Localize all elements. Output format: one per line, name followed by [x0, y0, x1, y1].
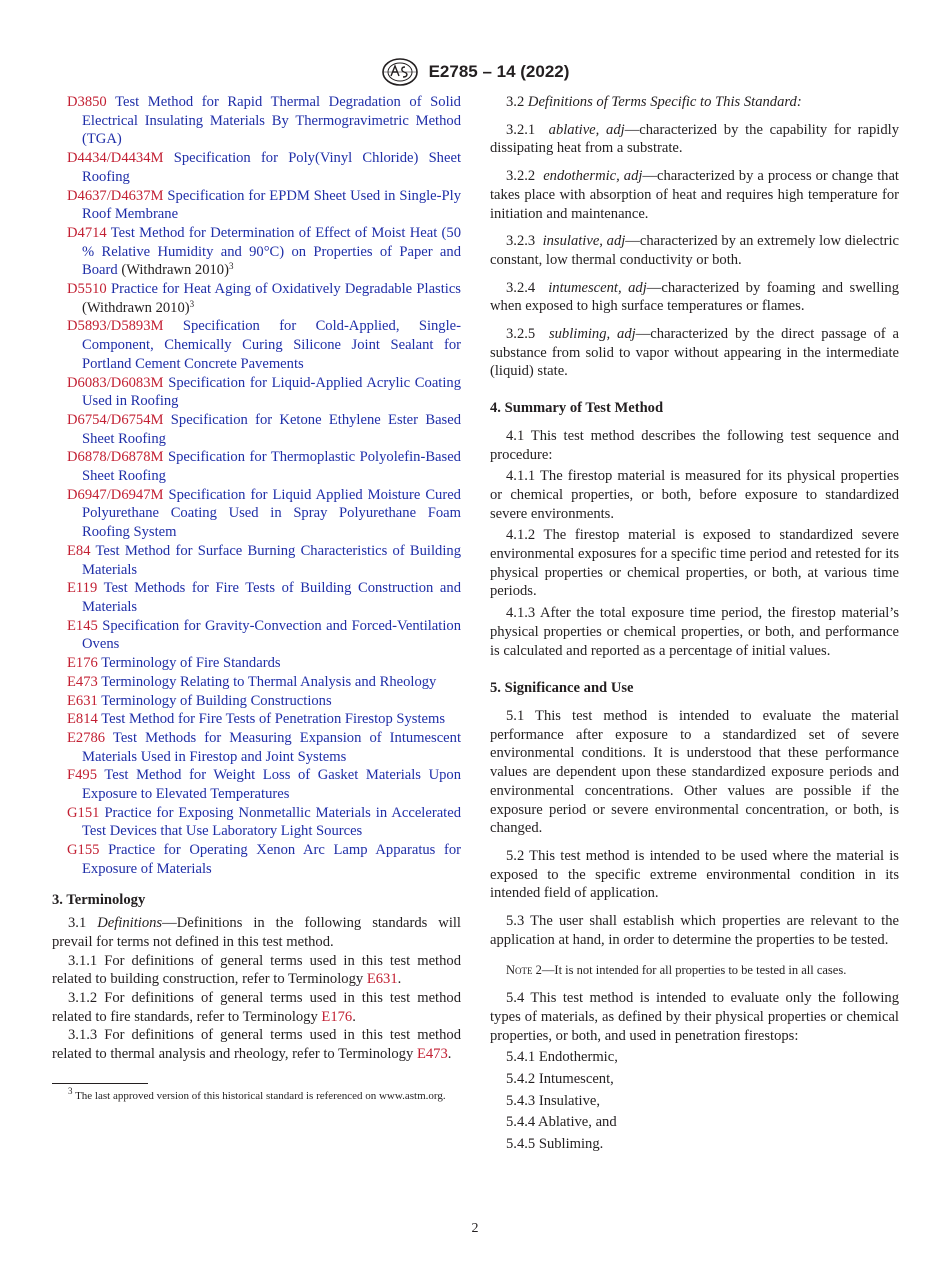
material-type-item: 5.4.5 Subliming.: [506, 1136, 604, 1153]
reference-title-link[interactable]: Test Method for Surface Burning Characteristics of Building Materials: [82, 542, 461, 578]
definition-item: 3.2.2 endothermic, adj—characterized by a process or change that takes place with absorption of heat and requires high temperature for initiation and maintenance.: [490, 168, 899, 222]
section-heading-summary: 4. Summary of Test Method: [490, 400, 664, 417]
reference-item: [52, 149, 461, 186]
reference-id-link[interactable]: D4714: [67, 224, 107, 241]
reference-title-link[interactable]: Test Methods for Fire Tests of Building Construction and Materials: [82, 580, 461, 615]
section-heading-terminology: 3. Terminology: [52, 891, 146, 908]
definition-item: 3.2.3 insulative, adj—characterized by an extremely low dielectric constant, low thermal conductivity or both.: [490, 233, 899, 268]
reference-title-link[interactable]: Test Method for Weight Loss of Gasket Materials Upon Exposure to Elevated Temperatures: [82, 767, 461, 803]
left-column: [52, 93, 461, 1104]
material-type-item: 5.4.2 Intumescent,: [506, 1070, 614, 1087]
reference-item: [52, 374, 461, 411]
reference-item: [52, 187, 461, 224]
link-e473[interactable]: E473: [416, 1046, 448, 1063]
reference-id-link[interactable]: D6754/D6754M: [67, 411, 164, 428]
reference-title-link[interactable]: Practice for Operating Xenon Arc Lamp Apparatus for Exposure of Materials: [82, 842, 461, 877]
reference-title-link[interactable]: Specification for Poly(Vinyl Chloride) Sheet Roofing: [82, 150, 461, 185]
para-3-2: 3.2 Definitions of Terms Specific to This Standard:: [506, 94, 802, 110]
reference-item: [52, 542, 461, 579]
reference-item: [52, 841, 461, 878]
reference-item: [52, 654, 461, 673]
definitions-list: [490, 121, 899, 381]
footnote-divider: [52, 1083, 148, 1084]
summary-paragraph: 4.1 This test method describes the following test sequence and procedure:: [490, 427, 899, 463]
summary-paragraphs: [490, 427, 899, 660]
reference-note: (Withdrawn 2010): [121, 262, 229, 279]
reference-id-link[interactable]: D4434/D4434M: [67, 150, 164, 167]
reference-item: [52, 448, 461, 485]
reference-id-link[interactable]: E119: [67, 580, 98, 597]
reference-item: [52, 673, 461, 692]
reference-title-link[interactable]: Specification for EPDM Sheet Used in Single-Ply Roof Membrane: [82, 187, 461, 223]
reference-item: [52, 710, 461, 729]
reference-id-link[interactable]: D5510: [67, 281, 107, 298]
reference-title-link[interactable]: Specification for Ketone Ethylene Ester Based Sheet Roofing: [82, 411, 461, 447]
page-header: [0, 56, 950, 88]
reference-id-link[interactable]: F495: [67, 767, 98, 784]
reference-id-link[interactable]: G151: [67, 804, 100, 821]
para-5-1: 5.1 This test method is intended to evaluate the material performance after exposure to a standardized set of severe environmental conditions. It is understood that these performance values are dependent upon these standardized exposure periods and environmental concentrations. Other values are possible if the exposure period or severe environmental concentration, or both, is changed.: [490, 707, 899, 837]
reference-id-link[interactable]: E84: [67, 542, 91, 559]
summary-paragraph: 4.1.2 The firestop material is exposed to standardized severe environmental exposures for a specific time period and retested for its physical properties or chemical properties, or both, at various time periods.: [490, 527, 899, 600]
definition-item: 3.2.4 intumescent, adj—characterized by foaming and swelling when exposed to high surface temperatures or flames.: [490, 279, 899, 315]
reference-title-link[interactable]: Test Method for Determination of Effect of Moist Heat (50 % Relative Humidity and 90°C) on Properties of Paper and Board: [82, 224, 462, 279]
reference-id-link[interactable]: D6083/D6083M: [67, 374, 164, 391]
reference-id-link[interactable]: D6878/D6878M: [67, 449, 164, 466]
reference-title-link[interactable]: Specification for Gravity-Convection and Forced-Ventilation Ovens: [82, 617, 461, 653]
reference-note: (Withdrawn 2010): [82, 299, 190, 316]
page-number: 2: [471, 1221, 479, 1236]
reference-title-link[interactable]: Test Method for Fire Tests of Penetration Firestop Systems: [101, 711, 446, 728]
summary-paragraph: 4.1.3 After the total exposure time period, the firestop material’s physical properties or chemical properties, or both, and performance is calculated and reported as a percentage of initial values.: [490, 605, 899, 659]
definition-item: 3.2.1 ablative, adj—characterized by the capability for rapidly dissipating heat from a substrate.: [490, 121, 899, 157]
reference-item: [52, 411, 461, 448]
reference-id-link[interactable]: D6947/D6947M: [67, 486, 164, 503]
footnote-3: $^3$ The last approved version of this historical standard is referenced on www.astm.org.: [68, 1085, 446, 1102]
reference-item: [52, 692, 461, 711]
reference-title-link[interactable]: Terminology of Building Constructions: [101, 692, 332, 709]
astm-logo-icon: [381, 56, 419, 88]
reference-item: [52, 93, 461, 149]
reference-id-link[interactable]: D5893/D5893M: [67, 318, 164, 335]
reference-title-link[interactable]: Specification for Liquid-Applied Acrylic Coating Used in Roofing: [82, 374, 462, 410]
reference-id-link[interactable]: E145: [67, 617, 98, 634]
footnote-mark: 3: [228, 261, 234, 272]
summary-paragraph: 4.1.1 The firestop material is measured for its physical properties or chemical properties, or both, before exposure to standardized severe environments.: [490, 468, 899, 522]
material-type-item: 5.4.3 Insulative,: [506, 1092, 601, 1109]
para-5-4: 5.4 This test method is intended to evaluate only the following types of materials, as defined by their physical properties or chemical properties, or both, and used in penetration firestops:: [490, 990, 899, 1044]
reference-title-link[interactable]: Terminology Relating to Thermal Analysis and Rheology: [101, 673, 437, 690]
reference-title-link[interactable]: Terminology of Fire Standards: [101, 655, 281, 672]
para-5-2: 5.2 This test method is intended to be used where the material is exposed to the specific extreme environmental condition in its intended field of application.: [490, 847, 899, 902]
reference-item: [52, 579, 461, 616]
material-type-item: 5.4.1 Endothermic,: [506, 1049, 618, 1066]
reference-item: [52, 224, 461, 280]
reference-item: [52, 766, 461, 803]
para-5-3: 5.3 The user shall establish which properties are relevant to the application at hand, in order to determine the properties to be tested.: [490, 913, 899, 948]
reference-item: [52, 317, 461, 373]
reference-id-link[interactable]: E814: [67, 711, 98, 728]
reference-title-link[interactable]: Test Method for Rapid Thermal Degradation of Solid Electrical Insulating Materials By Thermogravimetric Method (TGA): [82, 94, 461, 148]
document-code: E2785 – 14 (2022): [428, 62, 570, 81]
reference-title-link[interactable]: Specification for Cold-Applied, Single-Component, Chemically Curing Silicone Joint Sealant for Portland Cement Concrete Pavements: [82, 318, 461, 372]
section-heading-significance: 5. Significance and Use: [490, 680, 634, 697]
reference-title-link[interactable]: Test Methods for Measuring Expansion of Intumescent Materials Used in Firestop and Joint Systems: [82, 729, 461, 765]
material-types-list: [490, 1048, 899, 1154]
reference-item: [52, 804, 461, 841]
reference-id-link[interactable]: D4637/D4637M: [67, 187, 164, 204]
para-3-1-1: 3.1.1 For definitions of general terms used in this test method related to building construction, refer to Terminology E631.: [52, 952, 461, 988]
reference-item: [52, 280, 461, 317]
reference-id-link[interactable]: E631: [67, 692, 98, 709]
reference-id-link[interactable]: E2786: [67, 729, 106, 746]
reference-title-link[interactable]: Specification for Thermoplastic Polyolefin-Based Sheet Roofing: [82, 449, 461, 485]
reference-title-link[interactable]: Practice for Heat Aging of Oxidatively Degradable Plastics: [111, 281, 461, 298]
reference-item: [52, 617, 461, 654]
para-3-1-3: 3.1.3 For definitions of general terms used in this test method related to thermal analysis and rheology, refer to Terminology E473.: [52, 1027, 461, 1063]
reference-id-link[interactable]: E176: [67, 655, 98, 672]
reference-id-link[interactable]: G155: [67, 842, 100, 859]
definition-item: 3.2.5 subliming, adj—characterized by the direct passage of a substance from solid to vapor without appearing in the intermediate (liquid) state.: [490, 326, 899, 380]
para-3-1-2: 3.1.2 For definitions of general terms used in this test method related to fire standards, refer to Terminology E176.: [52, 990, 461, 1025]
reference-title-link[interactable]: Specification for Liquid Applied Moisture Cured Polyurethane Coating Used in Spray Polyurethane Foam Roofing System: [82, 486, 461, 541]
link-e176[interactable]: E176: [321, 1008, 353, 1025]
reference-item: [52, 729, 461, 766]
reference-title-link[interactable]: Practice for Exposing Nonmetallic Materials in Accelerated Test Devices that Use Laboratory Light Sources: [82, 804, 461, 840]
material-type-item: 5.4.4 Ablative, and: [506, 1114, 617, 1131]
reference-list: [52, 93, 461, 879]
reference-id-link[interactable]: D3850: [67, 94, 107, 110]
reference-id-link[interactable]: E473: [67, 673, 98, 690]
footnote-mark: 3: [189, 298, 195, 309]
para-3-1: 3.1 Definitions—Definitions in the following standards will prevail for terms not defined in this test method.: [52, 915, 461, 950]
right-column: [490, 93, 899, 1154]
reference-item: [52, 486, 461, 542]
link-e631[interactable]: E631: [366, 971, 398, 988]
note-2: Note 2—It is not intended for all properties to be tested in all cases.: [506, 963, 847, 978]
